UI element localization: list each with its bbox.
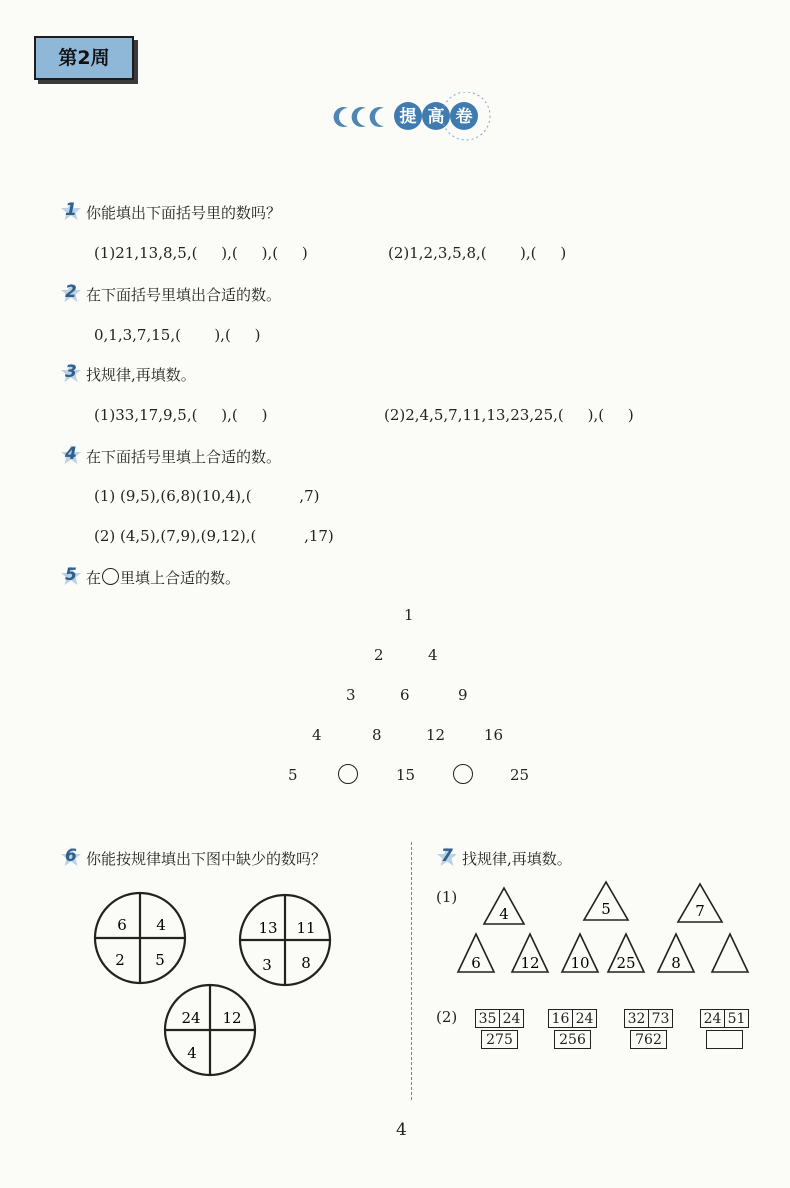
triangle-value: 5: [601, 900, 611, 918]
circle-cell: 11: [296, 919, 316, 937]
box-bottom: 762: [630, 1030, 667, 1049]
triangle-num: 6: [400, 686, 410, 704]
triangle-value: 25: [616, 954, 636, 972]
circle-puzzle-2: [240, 895, 330, 985]
q2-text: 在下面括号里填出合适的数。: [86, 286, 282, 304]
question-number: 7: [441, 846, 453, 866]
title-arrows-icon: [334, 107, 384, 127]
week-badge-label: 第2周: [58, 47, 110, 69]
question-number: 4: [65, 444, 77, 464]
q7-part1-label: (1): [436, 888, 458, 906]
box-top-right: 73: [648, 1009, 673, 1028]
q3-part-b: (2)2,4,5,7,11,13,23,25,( ),( ): [384, 406, 634, 424]
circle-cell: 24: [181, 1009, 201, 1027]
triangle-bottom-1: [458, 934, 494, 972]
circle-blank-icon: [102, 568, 119, 585]
triangle-num: 2: [374, 646, 384, 664]
q5-text-after: 里填上合适的数。: [120, 569, 241, 587]
triangle-num: 1: [404, 606, 414, 624]
triangle-num: 16: [484, 726, 504, 744]
star-icon: [436, 846, 458, 868]
circle-cell: 2: [115, 951, 125, 969]
q1-part-a: (1)21,13,8,5,( ),( ),( ): [94, 244, 308, 262]
q3-text: 找规律,再填数。: [86, 366, 196, 384]
triangle-num: 8: [372, 726, 382, 744]
triangle-value: 10: [570, 954, 590, 972]
circle-puzzle-1: [95, 893, 185, 983]
q6-circles: [90, 888, 390, 1088]
circle-cell: 13: [258, 919, 278, 937]
star-icon: [60, 846, 82, 868]
triangle-bottom-4: [608, 934, 644, 972]
title-char-3: 卷: [455, 107, 473, 127]
circle-puzzle-3: [165, 985, 255, 1075]
circle-cell: 12: [222, 1009, 242, 1027]
q5-text-before: 在: [86, 569, 102, 587]
triangle-num: 4: [428, 646, 438, 664]
question-number: 1: [65, 200, 77, 220]
circle-cell: 8: [301, 954, 311, 972]
star-icon: [60, 444, 82, 466]
triangle-num: 12: [426, 726, 446, 744]
box-bottom: 256: [554, 1030, 591, 1049]
triangle-num: 9: [458, 686, 468, 704]
triangle-bottom-6[interactable]: [712, 934, 748, 972]
triangle-top-3: [678, 884, 722, 922]
circle-cell: 4: [187, 1044, 197, 1062]
q1-part-b: (2)1,2,3,5,8,( ),( ): [388, 244, 567, 262]
triangle-value: 8: [671, 954, 681, 972]
q7-text: 找规律,再填数。: [462, 850, 572, 868]
triangle-value: 12: [520, 954, 540, 972]
triangle-top-1: [484, 888, 524, 924]
q7-part2-label: (2): [436, 1008, 458, 1026]
title-char-1: 提: [399, 107, 417, 127]
question-number: 6: [65, 846, 77, 866]
box-bottom: 275: [481, 1030, 518, 1049]
triangle-value: 6: [471, 954, 481, 972]
triangle-bottom-5: [658, 934, 694, 972]
triangle-bottom-3: [562, 934, 598, 972]
title-char-2: 高: [427, 107, 445, 127]
box-top-right: 24: [572, 1009, 597, 1028]
star-icon: [60, 362, 82, 384]
circle-cell: 6: [117, 916, 127, 934]
answer-circle[interactable]: [338, 764, 358, 784]
box-bottom-answer[interactable]: [706, 1030, 743, 1049]
triangle-top-2: [584, 882, 628, 920]
page-number: 4: [396, 1120, 407, 1140]
question-number: 5: [65, 565, 77, 585]
week-badge: [34, 36, 134, 80]
box-top-left: 35: [475, 1009, 500, 1028]
triangle-num: 4: [312, 726, 322, 744]
triangle-value: 4: [499, 905, 509, 923]
triangle-num: 3: [346, 686, 356, 704]
circle-cell: 3: [262, 956, 272, 974]
circle-cell: 4: [156, 916, 166, 934]
column-divider: [411, 842, 412, 1100]
triangle-value: 7: [695, 902, 705, 920]
circle-cell: 5: [155, 951, 165, 969]
box-top-left: 24: [700, 1009, 725, 1028]
q4-part-a: (1) (9,5),(6,8)(10,4),( ,7): [94, 487, 320, 505]
triangle-num: 15: [396, 766, 416, 784]
q6-text: 你能按规律填出下图中缺少的数吗？: [86, 850, 327, 868]
q7-triangles: [450, 876, 760, 980]
box-top-right: 24: [499, 1009, 524, 1028]
question-number: 2: [65, 282, 77, 302]
box-top-right: 51: [724, 1009, 749, 1028]
q3-part-a: (1)33,17,9,5,( ),( ): [94, 406, 268, 424]
q2-part-a: 0,1,3,7,15,( ),( ): [94, 326, 261, 344]
box-top-left: 16: [548, 1009, 573, 1028]
q1-text: 你能填出下面括号里的数吗？: [86, 204, 282, 222]
star-icon: [60, 565, 82, 587]
box-top-left: 32: [624, 1009, 649, 1028]
star-icon: [60, 282, 82, 304]
triangle-num: 25: [510, 766, 530, 784]
question-number: 3: [65, 362, 77, 382]
title-banner: [330, 92, 500, 146]
answer-circle[interactable]: [453, 764, 473, 784]
q4-part-b: (2) (4,5),(7,9),(9,12),( ,17): [94, 527, 334, 545]
triangle-num: 5: [288, 766, 298, 784]
star-icon: [60, 200, 82, 222]
q4-text: 在下面括号里填上合适的数。: [86, 448, 282, 466]
triangle-bottom-2: [512, 934, 548, 972]
